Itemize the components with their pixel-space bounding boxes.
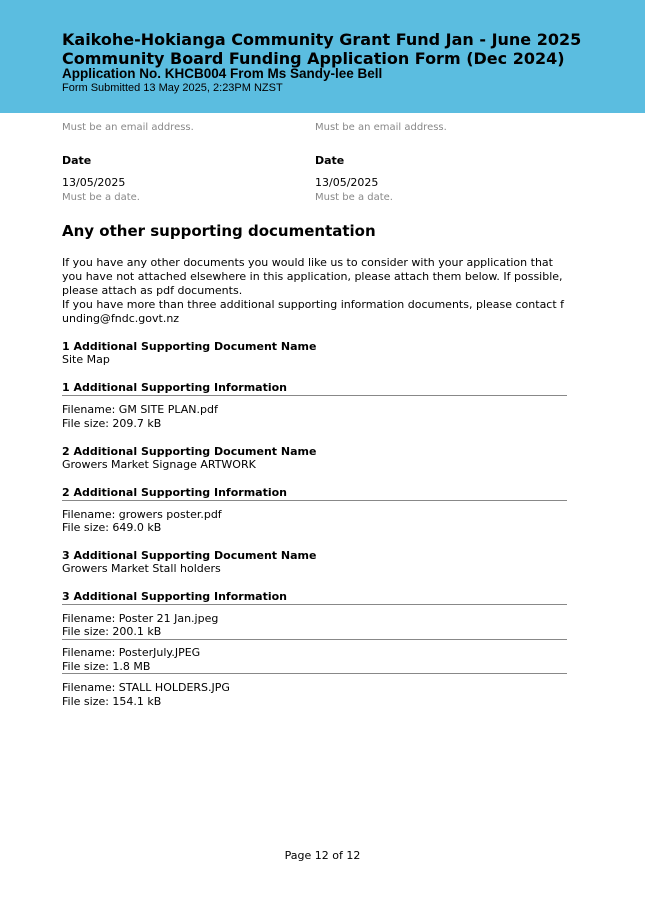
file-size: File size: 649.0 kB: [62, 521, 162, 534]
divider: [62, 673, 567, 674]
file-name[interactable]: Filename: STALL HOLDERS.JPG: [62, 681, 230, 694]
date-hint: Must be a date.: [315, 192, 393, 203]
doc-name-label: 2 Additional Supporting Document Name: [62, 445, 317, 458]
submitted-timestamp: Form Submitted 13 May 2025, 2:23PM NZST: [62, 82, 283, 94]
divider: [62, 604, 567, 605]
date-value: 13/05/2025: [62, 176, 126, 189]
email-hint: Must be an email address.: [62, 122, 194, 133]
doc-name-value: Site Map: [62, 353, 110, 366]
doc-info-label: 1 Additional Supporting Information: [62, 381, 287, 394]
doc-name-label: 3 Additional Supporting Document Name: [62, 549, 317, 562]
date-label: Date: [315, 154, 345, 167]
date-value: 13/05/2025: [315, 176, 379, 189]
date-label: Date: [62, 154, 92, 167]
file-size: File size: 209.7 kB: [62, 417, 162, 430]
form-subtitle: Community Board Funding Application Form (Dec 2024): [62, 49, 565, 68]
doc-name-value: Growers Market Stall holders: [62, 562, 221, 575]
section-title: Any other supporting documentation: [62, 222, 376, 240]
divider: [62, 639, 567, 640]
form-title: Kaikohe-Hokianga Community Grant Fund Jan - June 2025: [62, 30, 582, 49]
email-hint: Must be an email address.: [315, 122, 447, 133]
doc-info-label: 3 Additional Supporting Information: [62, 590, 287, 603]
file-name[interactable]: Filename: PosterJuly.JPEG: [62, 646, 201, 659]
date-hint: Must be a date.: [62, 192, 140, 203]
divider: [62, 395, 567, 396]
divider: [62, 500, 567, 501]
file-name[interactable]: Filename: Poster 21 Jan.jpeg: [62, 612, 219, 625]
page-header: [0, 0, 645, 113]
doc-name-value: Growers Market Signage ARTWORK: [62, 458, 256, 471]
section-instructions: If you have any other documents you would like us to consider with your application that you have not attached elsewhere in this application, please attach them below. If possible, please attach as pdf documents.: [62, 256, 563, 297]
file-name[interactable]: Filename: GM SITE PLAN.pdf: [62, 403, 218, 416]
application-number: Application No. KHCB004 From Ms Sandy-lee Bell: [62, 66, 383, 81]
doc-name-label: 1 Additional Supporting Document Name: [62, 340, 317, 353]
file-name[interactable]: Filename: growers poster.pdf: [62, 508, 222, 521]
doc-info-label: 2 Additional Supporting Information: [62, 486, 287, 499]
file-size: File size: 200.1 kB: [62, 625, 162, 638]
section-contact-note: If you have more than three additional supporting information documents, please contact funding@fndc.govt.nz: [62, 298, 565, 325]
page-number: Page 12 of 12: [284, 849, 361, 862]
file-size: File size: 154.1 kB: [62, 695, 162, 708]
file-size: File size: 1.8 MB: [62, 660, 151, 673]
